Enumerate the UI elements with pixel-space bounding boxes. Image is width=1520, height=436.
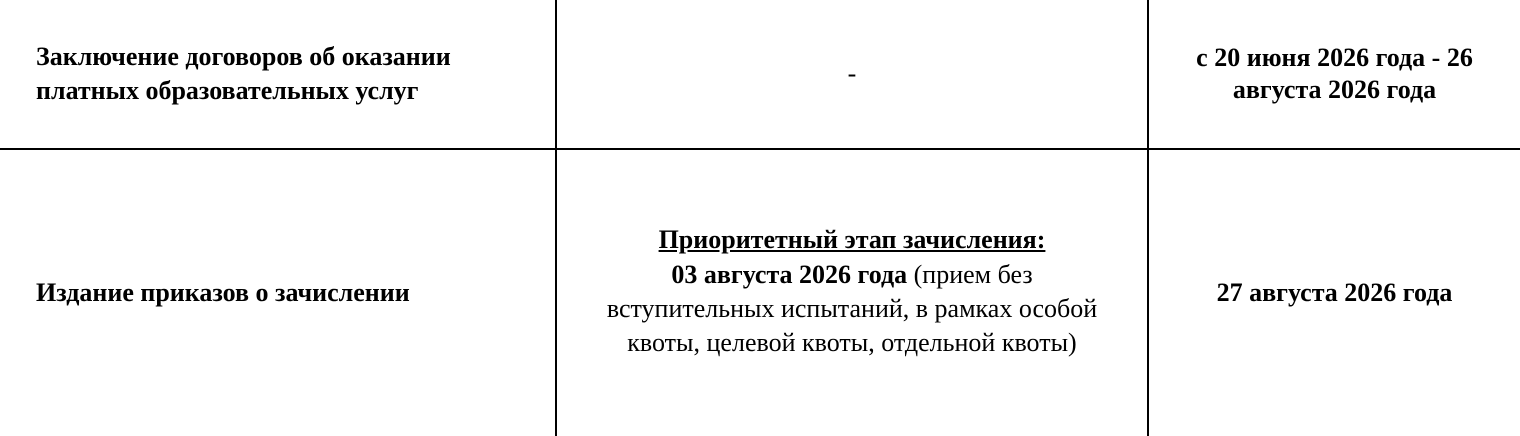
details-block bbox=[557, 220, 1147, 365]
dates-text: 27 августа 2026 года bbox=[1216, 277, 1453, 307]
priority-stage-heading: Приоритетный этап зачисления: bbox=[658, 225, 1046, 255]
details-text: - bbox=[847, 58, 857, 88]
priority-stage-body bbox=[587, 258, 1117, 359]
table-cell-dates bbox=[1148, 149, 1520, 436]
dates-text: с 20 июня 2026 года - 26 августа 2026 года bbox=[1196, 42, 1473, 104]
table-row bbox=[0, 0, 1520, 149]
stage-label: Заключение договоров об оказании платных образовательных услуг bbox=[36, 42, 451, 105]
priority-stage-note: (прием без вступительных испытаний, в рамках особой квоты, целевой квоты, отдельной квоты) bbox=[606, 260, 1098, 357]
table-cell-stage bbox=[0, 149, 556, 436]
table-row bbox=[0, 149, 1520, 436]
priority-stage-date: 03 августа 2026 года bbox=[671, 260, 908, 290]
table-cell-stage bbox=[0, 0, 556, 149]
table-cell-details bbox=[556, 0, 1148, 149]
table-cell-dates bbox=[1148, 0, 1520, 149]
table-cell-details bbox=[556, 149, 1148, 436]
stage-label: Издание приказов о зачислении bbox=[36, 277, 410, 307]
